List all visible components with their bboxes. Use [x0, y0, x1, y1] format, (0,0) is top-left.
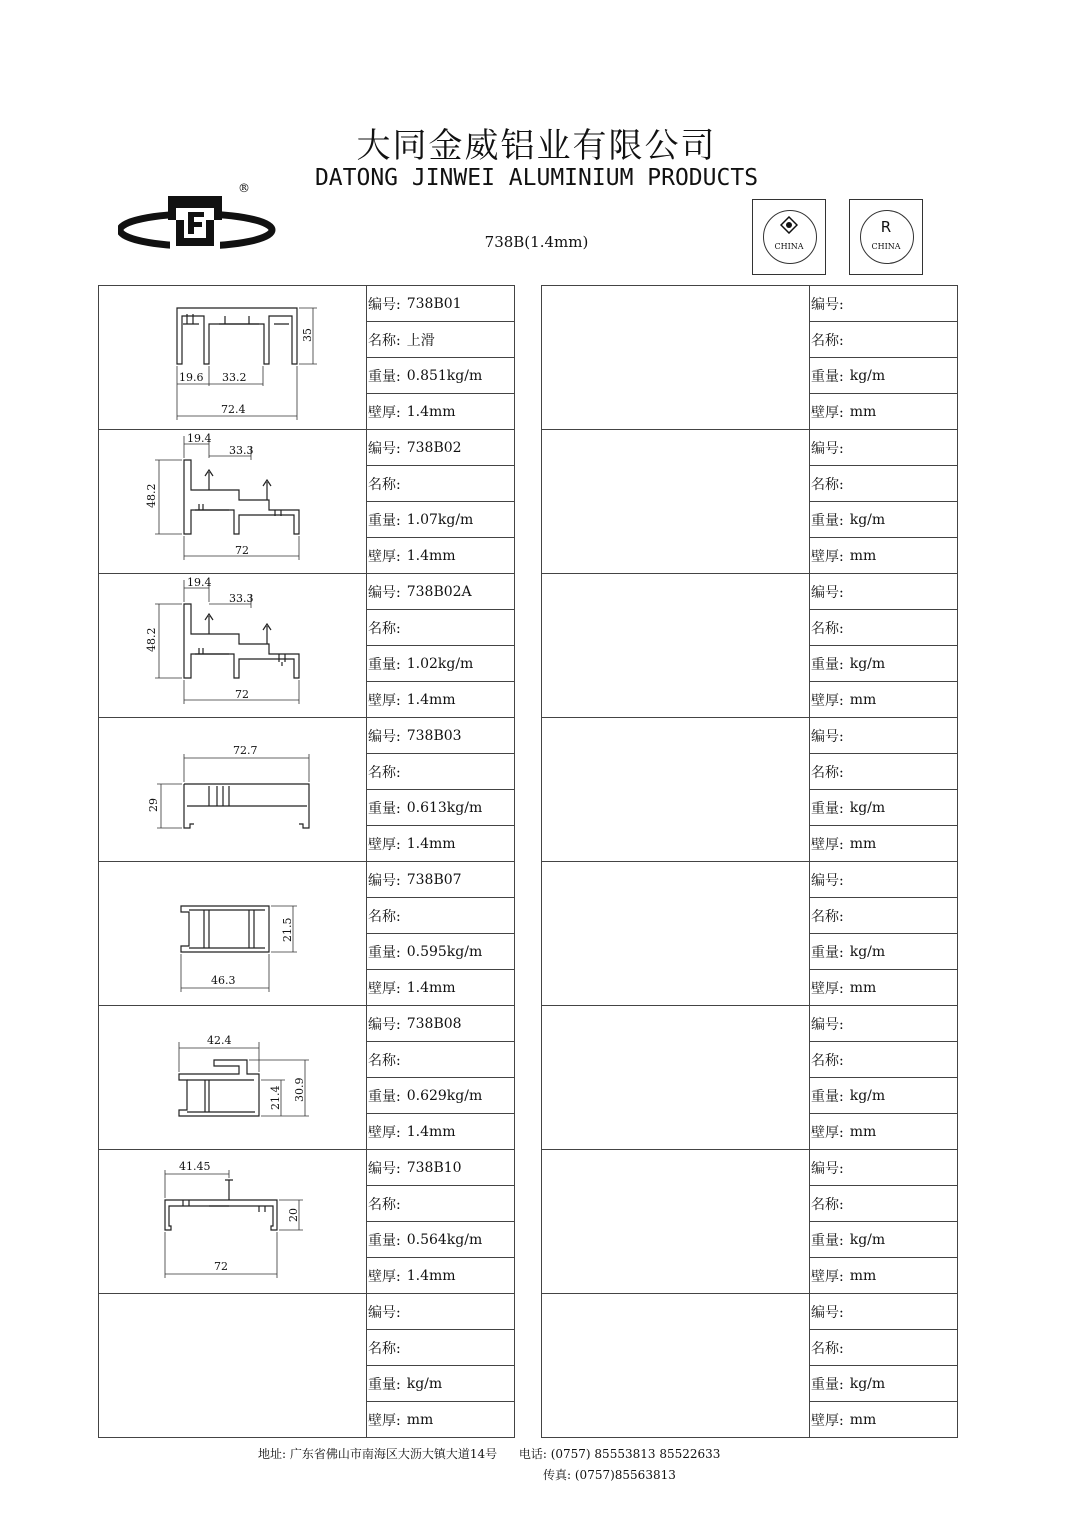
dim-label: 33.3	[229, 444, 254, 457]
profile-info	[810, 862, 958, 1005]
code-label: 编号:	[368, 296, 401, 313]
name-field	[367, 610, 514, 646]
mark2-letter: R	[880, 218, 892, 236]
thickness-field	[367, 682, 514, 717]
thickness-label: 壁厚:	[368, 1124, 401, 1141]
weight-field	[810, 790, 957, 826]
thickness-value: 1.4mm	[406, 835, 456, 852]
table-row	[99, 1294, 515, 1438]
weight-field	[367, 1078, 514, 1114]
profile-drawing	[99, 286, 367, 429]
thickness-field	[810, 394, 957, 429]
code-label: 编号:	[811, 584, 844, 601]
thickness-label: 壁厚:	[811, 1268, 844, 1285]
weight-value: kg/m	[849, 943, 886, 960]
weight-label: 重量:	[368, 1088, 401, 1105]
dim-label: 42.4	[207, 1034, 232, 1047]
profile-drawing	[99, 718, 367, 861]
profile-drawing	[542, 718, 810, 861]
name-value: 上滑	[406, 332, 435, 349]
weight-field	[810, 358, 957, 394]
thickness-value: mm	[849, 691, 877, 708]
table-row	[99, 286, 515, 430]
weight-field	[810, 1222, 957, 1258]
thickness-value: mm	[849, 1123, 877, 1140]
thickness-label: 壁厚:	[811, 404, 844, 421]
dim-label: 33.3	[229, 592, 254, 605]
weight-field	[367, 646, 514, 682]
weight-label: 重量:	[811, 944, 844, 961]
code-label: 编号:	[368, 872, 401, 889]
profile-info	[810, 430, 958, 573]
dim-label: 19.4	[187, 432, 212, 445]
dim-label: 41.45	[179, 1160, 211, 1173]
name-field	[367, 754, 514, 790]
thickness-field	[367, 394, 514, 429]
table-row	[99, 1006, 515, 1150]
code-field	[367, 1294, 514, 1330]
table-row	[99, 718, 515, 862]
code-field	[810, 574, 957, 610]
weight-value: 0.564kg/m	[406, 1231, 483, 1248]
weight-label: 重量:	[811, 512, 844, 529]
profile-table-left	[98, 285, 515, 1438]
address-value: 广东省佛山市南海区大沥大镇大道14号	[289, 1447, 498, 1461]
thickness-label: 壁厚:	[811, 548, 844, 565]
code-value: 738B02A	[406, 583, 472, 600]
thickness-field	[810, 826, 957, 861]
company-name-en: DATONG JINWEI ALUMINIUM PRODUCTS	[314, 165, 759, 191]
code-value: 738B02	[406, 439, 462, 456]
thickness-value: mm	[849, 1267, 877, 1284]
weight-field	[810, 1078, 957, 1114]
weight-value: kg/m	[849, 799, 886, 816]
table-row	[542, 862, 958, 1006]
name-label: 名称:	[811, 1052, 844, 1069]
footer-fax	[543, 1466, 676, 1483]
weight-label: 重量:	[368, 656, 401, 673]
weight-field	[367, 790, 514, 826]
name-field	[810, 322, 957, 358]
weight-label: 重量:	[368, 800, 401, 817]
company-name-cn: 大同金威铝业有限公司	[356, 126, 717, 166]
name-label: 名称:	[368, 620, 401, 637]
dim-label: 46.3	[211, 974, 236, 987]
thickness-value: 1.4mm	[406, 691, 456, 708]
thickness-value: 1.4mm	[406, 1123, 456, 1140]
profile-drawing	[99, 1150, 367, 1293]
thickness-field	[367, 1402, 514, 1437]
profile-drawing	[542, 574, 810, 717]
name-field	[810, 466, 957, 502]
code-field	[367, 286, 514, 322]
code-field	[810, 1150, 957, 1186]
thickness-field	[810, 1114, 957, 1149]
profile-drawing	[99, 574, 367, 717]
thickness-field	[367, 1258, 514, 1293]
code-value: 738B10	[406, 1159, 462, 1176]
certification-mark-r	[849, 199, 923, 275]
name-label: 名称:	[811, 620, 844, 637]
address-label: 地址:	[258, 1447, 287, 1461]
thickness-label: 壁厚:	[368, 1412, 401, 1429]
code-label: 编号:	[811, 728, 844, 745]
thickness-label: 壁厚:	[368, 692, 401, 709]
thickness-label: 壁厚:	[368, 1268, 401, 1285]
profile-drawing	[99, 430, 367, 573]
thickness-field	[367, 538, 514, 573]
certification-mark-china	[752, 199, 826, 275]
code-label: 编号:	[368, 1160, 401, 1177]
name-field	[367, 1042, 514, 1078]
code-field	[367, 430, 514, 466]
name-label: 名称:	[368, 1196, 401, 1213]
thickness-label: 壁厚:	[368, 836, 401, 853]
name-field	[367, 1330, 514, 1366]
thickness-value: mm	[849, 835, 877, 852]
weight-value: 0.613kg/m	[406, 799, 483, 816]
profile-info	[367, 862, 515, 1005]
code-field	[367, 862, 514, 898]
name-label: 名称:	[811, 908, 844, 925]
dim-label: 19.6	[179, 371, 204, 384]
name-label: 名称:	[811, 332, 844, 349]
code-field	[810, 430, 957, 466]
phone-numbers: 85553813 85522633	[594, 1447, 721, 1461]
name-field	[810, 610, 957, 646]
weight-label: 重量:	[811, 656, 844, 673]
weight-value: kg/m	[406, 1375, 443, 1392]
code-label: 编号:	[368, 584, 401, 601]
phone-area: (0757)	[550, 1447, 591, 1461]
thickness-field	[367, 1114, 514, 1149]
name-field	[367, 466, 514, 502]
profile-drawing	[99, 862, 367, 1005]
name-label: 名称:	[368, 764, 401, 781]
name-field	[810, 1330, 957, 1366]
code-label: 编号:	[811, 872, 844, 889]
mark1-text: CHINA	[774, 242, 804, 251]
thickness-label: 壁厚:	[811, 980, 844, 997]
profile-info	[367, 1006, 515, 1149]
dim-label: 21.5	[281, 917, 294, 942]
weight-value: 0.595kg/m	[406, 943, 483, 960]
weight-field	[367, 502, 514, 538]
profile-info	[367, 430, 515, 573]
thickness-label: 壁厚:	[368, 548, 401, 565]
code-field	[367, 574, 514, 610]
weight-label: 重量:	[368, 368, 401, 385]
table-row	[99, 574, 515, 718]
weight-label: 重量:	[811, 368, 844, 385]
name-label: 名称:	[368, 1052, 401, 1069]
thickness-value: 1.4mm	[406, 979, 456, 996]
code-value: 738B08	[406, 1015, 462, 1032]
dim-label: 72.4	[221, 403, 246, 416]
profile-drawing	[542, 1294, 810, 1437]
table-row	[542, 1150, 958, 1294]
weight-label: 重量:	[811, 1376, 844, 1393]
dim-label: 72	[235, 688, 249, 701]
code-label: 编号:	[811, 1304, 844, 1321]
name-field	[810, 754, 957, 790]
dim-label: 48.2	[145, 483, 158, 508]
name-field	[810, 1186, 957, 1222]
profile-info	[810, 1006, 958, 1149]
profile-info	[367, 1150, 515, 1293]
mark2-text: CHINA	[871, 242, 901, 251]
weight-label: 重量:	[811, 1232, 844, 1249]
code-field	[810, 1294, 957, 1330]
code-label: 编号:	[368, 440, 401, 457]
weight-value: kg/m	[849, 655, 886, 672]
weight-label: 重量:	[368, 944, 401, 961]
thickness-value: 1.4mm	[406, 547, 456, 564]
thickness-value: mm	[849, 547, 877, 564]
thickness-label: 壁厚:	[811, 692, 844, 709]
series-title: 738B(1.4mm)	[484, 233, 589, 251]
thickness-field	[367, 826, 514, 861]
profile-info	[367, 286, 515, 429]
name-field	[810, 1042, 957, 1078]
footer-contact	[258, 1445, 720, 1462]
weight-field	[810, 1366, 957, 1402]
code-label: 编号:	[811, 1016, 844, 1033]
profile-table-right	[541, 285, 958, 1438]
code-label: 编号:	[811, 440, 844, 457]
thickness-value: mm	[406, 1411, 434, 1428]
profile-drawing	[99, 1294, 367, 1437]
weight-field	[367, 1222, 514, 1258]
code-label: 编号:	[368, 728, 401, 745]
code-value: 738B01	[406, 295, 462, 312]
table-row	[542, 1294, 958, 1438]
profile-info	[810, 574, 958, 717]
name-label: 名称:	[811, 1196, 844, 1213]
table-row	[542, 574, 958, 718]
weight-value: kg/m	[849, 511, 886, 528]
registered-mark: ®	[238, 181, 250, 195]
thickness-label: 壁厚:	[368, 980, 401, 997]
quality-mark-icon	[780, 216, 798, 234]
name-field	[367, 898, 514, 934]
weight-value: 0.851kg/m	[406, 367, 483, 384]
thickness-value: 1.4mm	[406, 403, 456, 420]
weight-field	[810, 934, 957, 970]
weight-value: kg/m	[849, 367, 886, 384]
profile-drawing	[542, 862, 810, 1005]
thickness-value: 1.4mm	[406, 1267, 456, 1284]
name-label: 名称:	[811, 476, 844, 493]
code-field	[367, 1006, 514, 1042]
thickness-field	[810, 538, 957, 573]
dim-label: 48.2	[145, 627, 158, 652]
name-label: 名称:	[811, 764, 844, 781]
table-row	[542, 718, 958, 862]
code-label: 编号:	[368, 1016, 401, 1033]
dim-label: 33.2	[222, 371, 247, 384]
dim-label: 72	[214, 1260, 228, 1273]
weight-label: 重量:	[368, 1232, 401, 1249]
profile-info	[367, 718, 515, 861]
profile-drawing	[542, 286, 810, 429]
code-label: 编号:	[368, 1304, 401, 1321]
table-row	[542, 430, 958, 574]
name-label: 名称:	[368, 1340, 401, 1357]
dim-label: 21.4	[269, 1085, 282, 1110]
code-field	[810, 718, 957, 754]
code-field	[367, 1150, 514, 1186]
company-logo	[118, 180, 278, 260]
weight-value: kg/m	[849, 1231, 886, 1248]
thickness-field	[810, 682, 957, 717]
code-field	[810, 1006, 957, 1042]
thickness-label: 壁厚:	[811, 1124, 844, 1141]
dim-label: 29	[147, 798, 160, 812]
name-field	[810, 898, 957, 934]
name-field	[367, 1186, 514, 1222]
weight-value: kg/m	[849, 1375, 886, 1392]
thickness-value: mm	[849, 403, 877, 420]
dim-label: 19.4	[187, 576, 212, 589]
code-field	[810, 862, 957, 898]
code-field	[367, 718, 514, 754]
profile-info	[810, 1294, 958, 1437]
profile-drawing	[99, 1006, 367, 1149]
fax-label: 传真:	[543, 1468, 572, 1482]
table-row	[99, 430, 515, 574]
profile-drawing	[542, 430, 810, 573]
thickness-field	[810, 1258, 957, 1293]
thickness-field	[367, 970, 514, 1005]
dim-label: 20	[287, 1208, 300, 1222]
weight-label: 重量:	[368, 512, 401, 529]
profile-drawing	[542, 1150, 810, 1293]
weight-field	[367, 934, 514, 970]
dim-label: 30.9	[293, 1077, 306, 1102]
weight-label: 重量:	[811, 1088, 844, 1105]
profile-info	[367, 1294, 515, 1437]
weight-value: 0.629kg/m	[406, 1087, 483, 1104]
table-row	[99, 1150, 515, 1294]
dim-label: 72	[235, 544, 249, 557]
thickness-label: 壁厚:	[811, 836, 844, 853]
dim-label: 72.7	[233, 744, 258, 757]
weight-field	[367, 358, 514, 394]
thickness-label: 壁厚:	[368, 404, 401, 421]
name-label: 名称:	[368, 476, 401, 493]
code-field	[810, 286, 957, 322]
name-label: 名称:	[811, 1340, 844, 1357]
table-row	[99, 862, 515, 1006]
dim-label: 35	[301, 328, 314, 342]
code-label: 编号:	[811, 1160, 844, 1177]
weight-field	[810, 502, 957, 538]
weight-value: 1.02kg/m	[406, 655, 474, 672]
weight-value: kg/m	[849, 1087, 886, 1104]
code-value: 738B03	[406, 727, 462, 744]
code-value: 738B07	[406, 871, 462, 888]
table-row	[542, 286, 958, 430]
profile-info	[367, 574, 515, 717]
profile-info	[810, 718, 958, 861]
weight-value: 1.07kg/m	[406, 511, 474, 528]
weight-label: 重量:	[368, 1376, 401, 1393]
thickness-value: mm	[849, 1411, 877, 1428]
thickness-field	[810, 970, 957, 1005]
weight-field	[367, 1366, 514, 1402]
code-label: 编号:	[811, 296, 844, 313]
table-row	[542, 1006, 958, 1150]
name-label: 名称:	[368, 908, 401, 925]
thickness-value: mm	[849, 979, 877, 996]
profile-drawing	[542, 1006, 810, 1149]
weight-field	[810, 646, 957, 682]
weight-label: 重量:	[811, 800, 844, 817]
thickness-label: 壁厚:	[811, 1412, 844, 1429]
name-label: 名称:	[368, 332, 401, 349]
profile-info	[810, 286, 958, 429]
thickness-field	[810, 1402, 957, 1437]
fax-value: (0757)85563813	[574, 1468, 676, 1482]
name-field	[367, 322, 514, 358]
profile-info	[810, 1150, 958, 1293]
phone-label: 电话:	[518, 1447, 547, 1461]
